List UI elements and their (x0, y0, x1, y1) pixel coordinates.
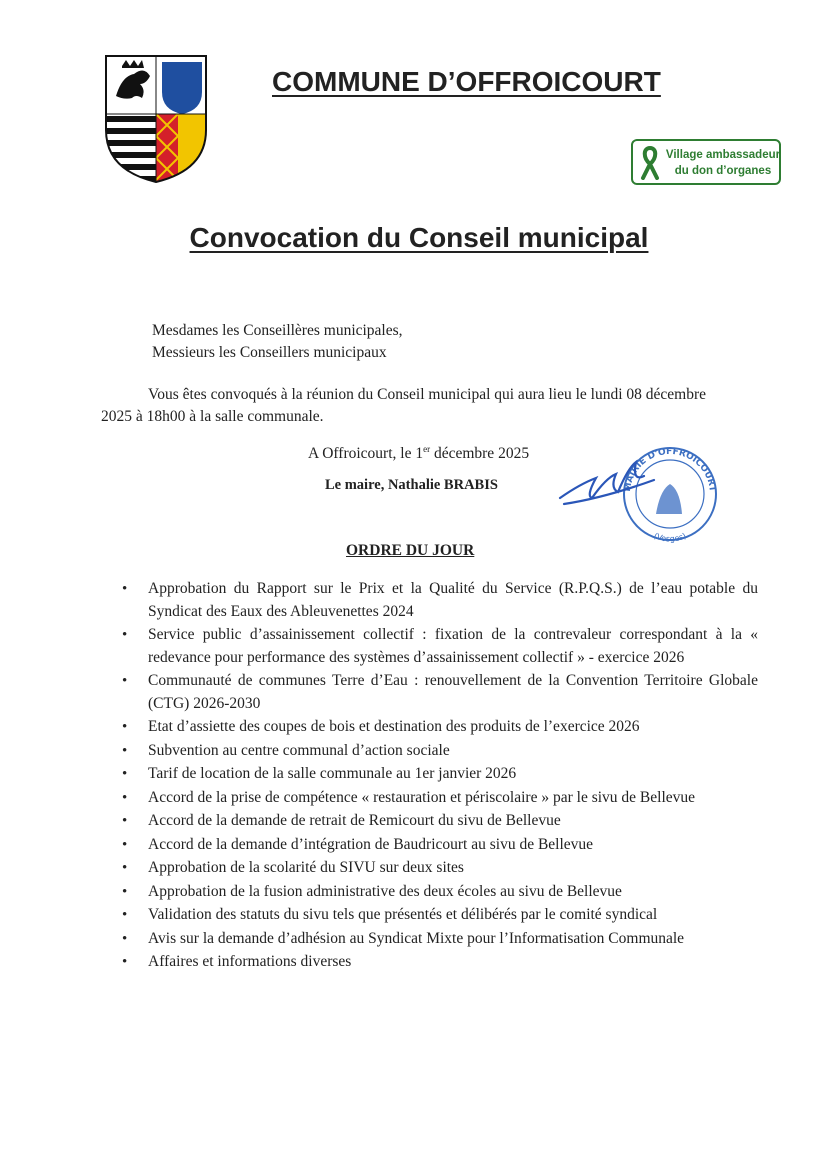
date-prefix: A Offroicourt, le 1 (308, 445, 424, 463)
commune-title: COMMUNE D’OFFROICOURT (272, 66, 661, 97)
body-line-1: Vous êtes convoqués à la réunion du Conseil municipal qui aura lieu le lundi 08 décembre (148, 386, 707, 403)
agenda-item: • Service public d’assainissement collectif : fixation de la contrevaleur correspondant à la « redevance pour performance des systèmes d’assainissement collectif » - exercice 2026 (122, 626, 758, 666)
badge-line-2: du don d’organes (674, 165, 772, 177)
bullet-icon: • (122, 954, 128, 970)
agenda-item: • Tarif de location de la salle communale au 1er janvier 2026 (122, 763, 758, 786)
agenda-item: • Avis sur la demande d’adhésion au Syndicat Mixte pour l’Informatisation Communale (122, 928, 758, 951)
coat-of-arms-logo (102, 52, 210, 184)
agenda-item: • Approbation de la fusion administrative des deux écoles au sivu de Bellevue (122, 881, 758, 904)
date-suffix: décembre 2025 (430, 445, 530, 463)
bullet-icon: • (122, 836, 128, 853)
bullet-icon: • (122, 719, 128, 735)
agenda-list (122, 578, 758, 975)
agenda-item: • Approbation du Rapport sur le Prix et la Qualité du Service (R.P.Q.S.) de l’eau potable du Syndicat des Eaux des Ableuvenettes 2024 (122, 580, 758, 620)
document-title: Convocation du Conseil municipal (189, 222, 649, 253)
date-sup: er (423, 444, 431, 454)
bullet-icon: • (122, 627, 128, 643)
bullet-icon: • (122, 883, 128, 900)
bullet-icon: • (122, 930, 128, 947)
salutation-line-1: Mesdames les Conseillères municipales, (152, 322, 403, 339)
mayor-stamp-and-signature (552, 438, 732, 548)
agenda-item: • Affaires et informations diverses (122, 951, 758, 974)
bullet-icon: • (122, 860, 128, 876)
date-line (308, 438, 529, 465)
agenda-item: • Accord de la prise de compétence « restauration et périscolaire » par le sivu de Bellevue (122, 787, 758, 810)
bullet-icon: • (122, 813, 128, 829)
agenda-item: • Approbation de la scolarité du SIVU sur deux sites (122, 857, 758, 880)
agenda-item: • Communauté de communes Terre d’Eau : renouvellement de la Convention Territoire Globale (CTG) 2026-2030 (122, 672, 758, 712)
stamp-text-top: MAIRIE D'OFFROICOURT (622, 446, 718, 493)
agenda-item: • Etat d’assiette des coupes de bois et destination des produits de l’exercice 2026 (122, 716, 758, 739)
awareness-ribbon-icon (639, 146, 661, 180)
stamp-text-bottom: (Vosges) (652, 531, 688, 544)
bullet-icon: • (122, 742, 128, 759)
bullet-icon: • (122, 789, 128, 806)
bullet-icon: • (122, 907, 128, 923)
agenda-title: ORDRE DU JOUR (346, 542, 475, 559)
signatory: Le maire, Nathalie BRABIS (325, 477, 498, 493)
agenda-item: • Subvention au centre communal d’action sociale (122, 740, 758, 763)
body-line-2: 2025 à 18h00 à la salle communale. (101, 408, 324, 425)
agenda-item: • Accord de la demande de retrait de Remicourt du sivu de Bellevue (122, 810, 758, 833)
badge-line-1: Village ambassadeur (665, 149, 781, 161)
bullet-icon: • (122, 766, 128, 782)
bullet-icon: • (122, 673, 128, 689)
salutation-line-2: Messieurs les Conseillers municipaux (152, 344, 387, 361)
agenda-item: • Validation des statuts du sivu tels que présentés et délibérés par le comité syndical (122, 904, 758, 927)
organ-donation-badge (631, 139, 781, 185)
svg-text:(Vosges) (653, 531, 688, 543)
agenda-item: • Accord de la demande d’intégration de Baudricourt au sivu de Bellevue (122, 834, 758, 857)
bullet-icon: • (122, 581, 128, 597)
